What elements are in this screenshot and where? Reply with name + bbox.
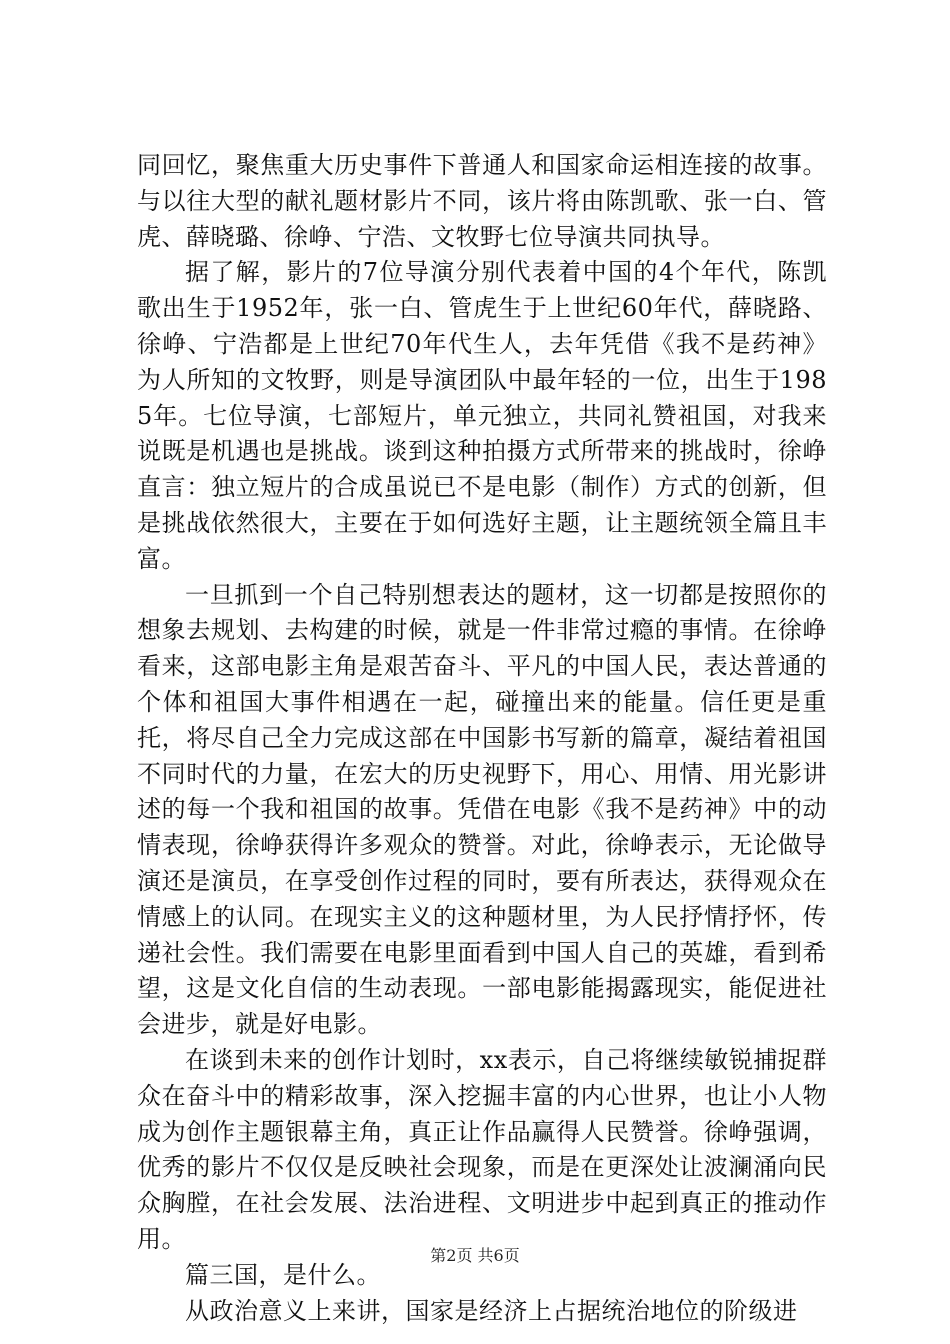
paragraph-1: 同回忆，聚焦重大历史事件下普通人和国家命运相连接的故事。与以往大型的献礼题材影片不同，该片将由陈凯歌、张一白、管虎、薛晓璐、徐峥、宁浩、文牧野七位导演共同执导。 <box>137 151 827 251</box>
paragraph-3: 一旦抓到一个自己特别想表达的题材，这一切都是按照你的想象去规划、去构建的时候，就是一件非常过瘾的事情。在徐峥看来，这部电影主角是艰苦奋斗、平凡的中国人民，表达普通的个体和祖国大事件相遇在一起，碰撞出来的能量。信任更是重托，将尽自己全力完成这部在中国影书写新的篇章，凝结着祖国不同时代的力量，在宏大的历史视野下，用心、用情、用光影讲述的每一个我和祖国的故事。凭借在电影《我不是药神》中的动情表现，徐峥获得许多观众的赞誉。对此，徐峥表示，无论做导演还是演员，在享受创作过程的同时，要有所表达，获得观众在情感上的认同。在现实主义的这种题材里，为人民抒情抒怀，传递社会性。我们需要在电影里面看到中国人自己的英雄，看到希望，这是文化自信的生动表现。一部电影能揭露现实，能促进社会进步，就是好电影。 <box>137 580 827 1039</box>
section-heading: 篇三国，是什么。 <box>185 1260 381 1289</box>
paragraph-6: 从政治意义上来讲，国家是经济上占据统治地位的阶级进 <box>185 1296 798 1325</box>
page-number-footer: 第2页 共6页 <box>430 1246 520 1265</box>
paragraph-2: 据了解，影片的7位导演分别代表着中国的4个年代，陈凯歌出生于1952年，张一白、管虎生于上世纪60年代，薛晓路、徐峥、宁浩都是上世纪70年代生人，去年凭借《我不是药神》为人所知的文牧野，则是导演团队中最年轻的一位，出生于1985年。七位导演，七部短片，单元独立，共同礼赞祖国，对我来说既是机遇也是挑战。谈到这种拍摄方式所带来的挑战时，徐峥直言：独立短片的合成虽说已不是电影（制作）方式的创新，但是挑战依然很大，主要在于如何选好主题，让主题统领全篇且丰富。 <box>137 258 827 573</box>
document-body <box>137 148 827 1329</box>
paragraph-4: 在谈到未来的创作计划时，xx表示，自己将继续敏锐捕捉群众在奋斗中的精彩故事，深入挖掘丰富的内心世界，也让小人物成为创作主题银幕主角，真正让作品赢得人民赞誉。徐峥强调，优秀的影片不仅仅是反映社会现象，而是在更深处让波澜涌向民众胸膛，在社会发展、法治进程、文明进步中起到真正的推动作用。 <box>137 1045 827 1253</box>
